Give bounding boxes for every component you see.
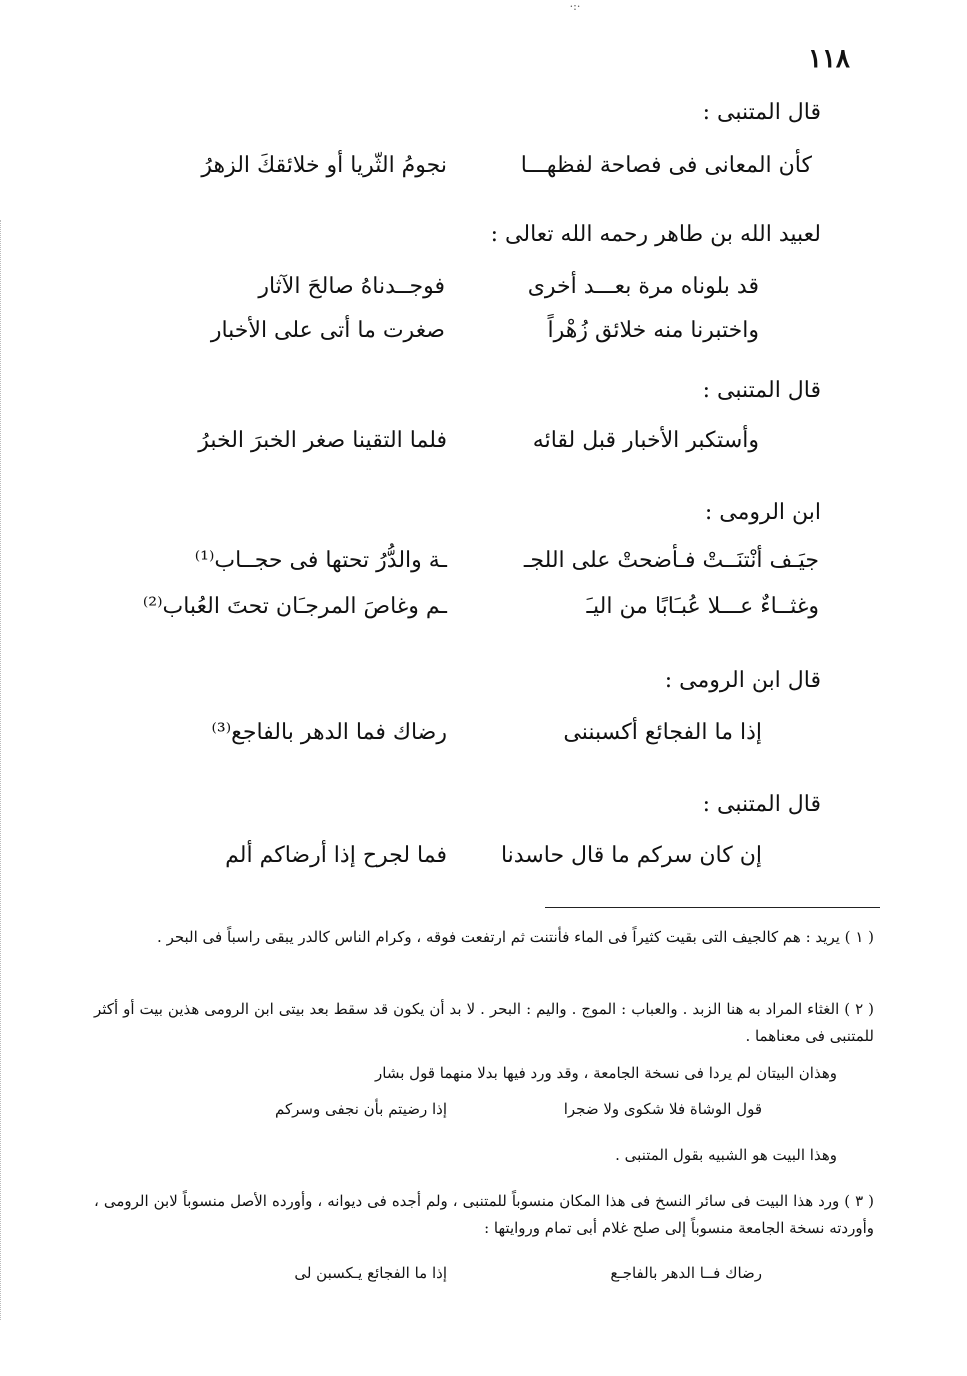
verse (0, 318, 967, 358)
footnote-2-end: وهذا البيت هو الشبيه بقول المتنبى . (615, 1146, 837, 1164)
verse (0, 274, 967, 314)
verse (0, 428, 967, 468)
section-header-4: ابن الرومى : (704, 500, 821, 525)
verse-first-hemistich: واختبرنا منه خلائق زُهْراً (547, 318, 759, 343)
footnote-3: ( ٣ ) ورد هذا البيت فى سائر النسخ فى هذا المكان منسوباً للمتنبى ، ولم أجده فى ديوانه ، وأورده الأصل منسوباً لابن الرومى ، وأوردته نسخة الجامعة منسوباً إلى صلح غلام أبى تمام وروايتها : (94, 1192, 874, 1237)
verse-first-hemistich: قد بلوناه مرة بعـــد أخرى (527, 274, 759, 299)
verse (0, 153, 967, 193)
section-header-5: قال ابن الرومى : (664, 668, 821, 693)
footnote-verse-second: رضاك فــا الدهر بالفاجـع (610, 1264, 762, 1282)
verse-second-hemistich: فما لجرح إذا أرضاكم ألم (225, 843, 447, 868)
verse-first-hemistich: جيَـف أنْتنَــتْ فـأضحتْ على اللجـ (523, 548, 819, 573)
footnote-separator (545, 907, 880, 908)
section-header-2: لعبيد الله بن طاهر رحمه الله تعالى : (490, 222, 821, 247)
verse-second-hemistich: فوجــدناهُ صالحَ الآثار (258, 274, 445, 299)
verse-first-hemistich: وغثــاءٌ عـــلا عُبـَابًا من اليـَ (586, 594, 819, 619)
verse-first-hemistich: وأستكبر الأخبار قبل لقائه (532, 428, 759, 453)
section-header-6: قال المتنبى : (702, 792, 821, 817)
verse-first-hemistich: إذا ما الفجائع أكسبننى (563, 720, 762, 745)
footnote-verse-first: إذا رضيتم بأن نجفى وسركم (274, 1100, 447, 1118)
verse-first-hemistich: إن كان سركم ما قال حاسدنا (500, 843, 762, 868)
verse-second-hemistich: رضاك فما الدهر بالفاجع⁽³⁾ (211, 720, 447, 745)
scan-mark: ·:· (569, 0, 581, 13)
footnote-2: ( ٢ ) الغثاء المراد به هنا الزبد . والعباب : الموج . واليم : البحر . لا بد أن يكون قد سقط بعد بيتى ابن الرومى هذين بيت أو أكثر للمتنبى فى معناهما . (94, 1000, 874, 1045)
section-header-3: قال المتنبى : (702, 378, 821, 403)
verse-second-hemistich: صغرت ما أتى على الأخبار (210, 318, 445, 343)
page-number: ١١٨ (808, 44, 850, 74)
footnote-verse-second: قول الوشاة فلا شكوى ولا ضجرا (563, 1100, 762, 1118)
verse (0, 548, 967, 588)
footnote-verse-first: إذا ما الفجائع يـكسبن لى (294, 1264, 447, 1282)
verse-second-hemistich: ـم وغاصَ المرجـَان تحتَ العُباب⁽²⁾ (142, 594, 447, 619)
scan-edge (0, 220, 4, 1320)
section-header-1: قال المتنبى : (702, 100, 821, 125)
footnote-1: ( ١ ) يريد : هم كالجيف التى بقيت كثيراً فى الماء فأنتنت ثم ارتفعت فوقه ، وكرام الناس كالدر يبقى راسباً فى البحر . (157, 928, 874, 946)
verse-second-hemistich: ـة والدُّرُ تحتها فى حجــاب⁽¹⁾ (194, 548, 447, 573)
footnote-2-note: وهذان البيتان لم يردا فى نسخة الجامعة ، وقد ورد فيها بدلا منهما قول بشار (375, 1064, 837, 1082)
verse-first-hemistich: كأن المعانى فى فصاحة لفظهـــا (520, 153, 812, 178)
verse-second-hemistich: نجومُ الثّريا أو خلائقكَ الزهرُ (201, 153, 447, 178)
verse-second-hemistich: فلما التقينا صغر الخبرَ الخبرُ (198, 428, 447, 453)
verse (0, 843, 967, 883)
verse (0, 720, 967, 760)
verse (0, 594, 967, 634)
